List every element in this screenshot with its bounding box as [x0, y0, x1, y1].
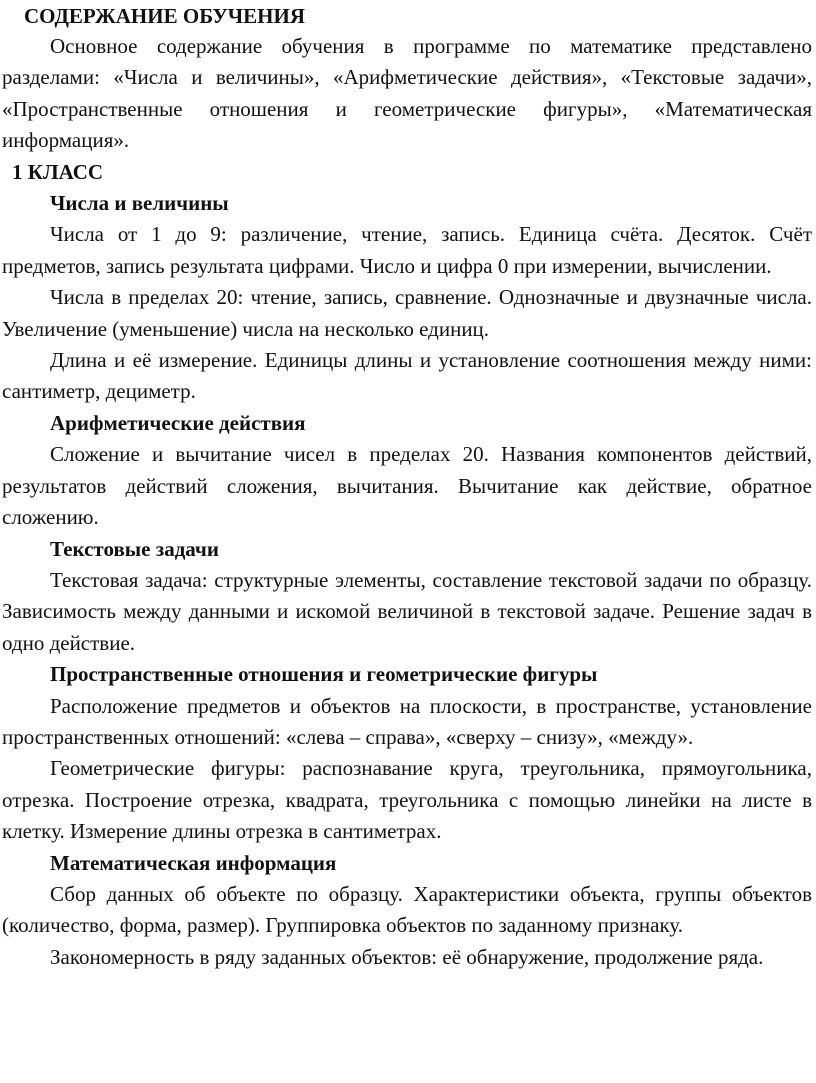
paragraph-numbers-2: Числа в пределах 20: чтение, запись, сравнение. Однозначные и двузначные числа. Увеличение (уменьшение) числа на несколько единиц.: [2, 285, 812, 341]
document-title: СОДЕРЖАНИЕ ОБУЧЕНИЯ: [24, 4, 305, 28]
grade-heading: 1 КЛАСС: [12, 159, 104, 184]
paragraph-numbers-1: Числа от 1 до 9: различение, чтение, запись. Единица счёта. Десяток. Счёт предметов, запись результата цифрами. Число и цифра 0 при измерении, вычислении.: [2, 222, 812, 278]
paragraph-math-info-2: Закономерность в ряду заданных объектов: её обнаружение, продолжение ряда.: [50, 944, 764, 969]
section-heading-word-problems: Текстовые задачи: [50, 536, 219, 561]
section-heading-numbers: Числа и величины: [50, 191, 229, 216]
paragraph-word-problems-1: Текстовая задача: структурные элементы, составление текстовой задачи по образцу. Зависимость между данными и искомой величиной в текстовой задаче. Решение задач в одно действие.: [2, 567, 812, 655]
paragraph-geometry-1: Расположение предметов и объектов на плоскости, в пространстве, установление пространственных отношений: «слева – справа», «сверху – снизу», «между».: [2, 693, 812, 749]
section-heading-geometry: Пространственные отношения и геометрические фигуры: [50, 662, 598, 687]
paragraph-geometry-2: Геометрические фигуры: распознавание круга, треугольника, прямоугольника, отрезка. Построение отрезка, квадрата, треугольника с помощью линейки на листе в клетку. Измерение длины отрезка в сантиметрах.: [2, 756, 812, 844]
section-heading-math-info: Математическая информация: [50, 850, 337, 875]
paragraph-numbers-3: Длина и её измерение. Единицы длины и установление соотношения между ними: сантиметр, дециметр.: [2, 348, 812, 404]
intro-paragraph: Основное содержание обучения в программе по математике представлено разделами: «Числа и величины», «Арифметические действия», «Текстовые задачи», «Пространственные отношения и геометрические фигуры», «Математическая информация».: [2, 34, 812, 153]
paragraph-math-info-1: Сбор данных об объекте по образцу. Характеристики объекта, группы объектов (количество, форма, размер). Группировка объектов по заданному признаку.: [2, 881, 812, 938]
paragraph-arithmetic-1: Сложение и вычитание чисел в пределах 20. Названия компонентов действий, результатов действий сложения, вычитания. Вычитание как действие, обратное сложению.: [2, 442, 812, 530]
section-heading-arithmetic: Арифметические действия: [50, 410, 306, 435]
